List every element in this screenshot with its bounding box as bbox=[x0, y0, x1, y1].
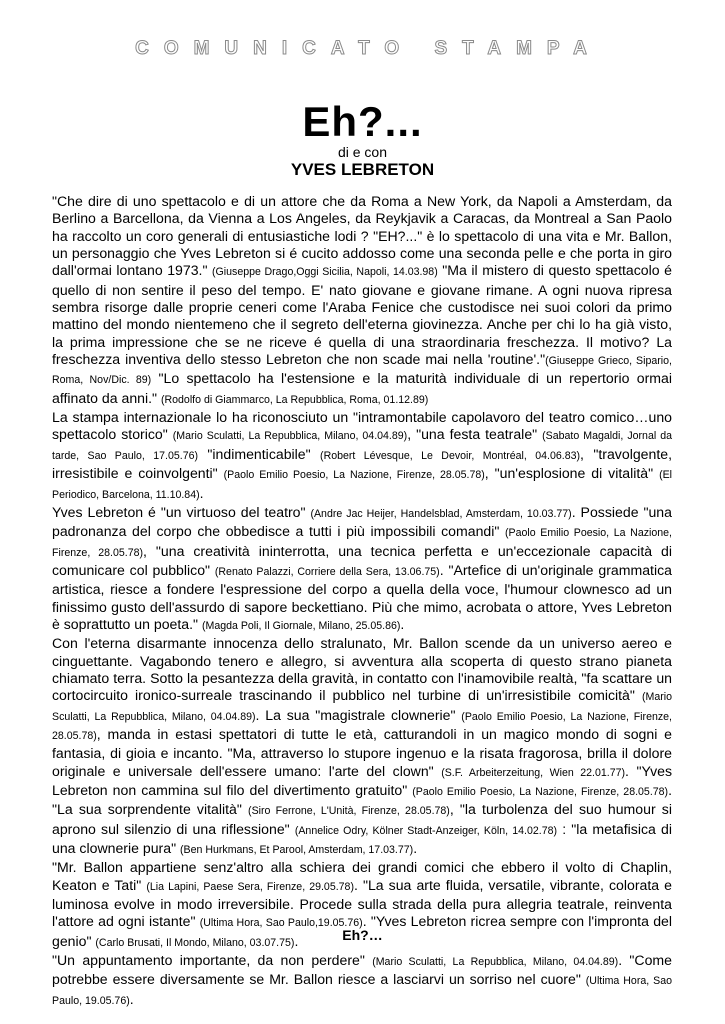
citation: (Paolo Emilio Poesio, La Nazione, Firenze, 28.05.78) bbox=[223, 469, 485, 482]
citation: (Rodolfo di Giammarco, La Repubblica, Roma, 01.12.89) bbox=[160, 393, 429, 406]
header-comunicato-stampa: COMUNICATO STAMPA bbox=[135, 38, 602, 59]
quote-text: La stampa internazionale lo ha riconosciuto un "intramontabile capolavoro del teatro comico…uno spettacolo storico" bbox=[52, 409, 672, 443]
quote-text: , manda in estasi spettatori di tutte le età, catturandoli in un magico mondo di sogni e fantasia, di gioia e incanto. "Ma, attraverso lo stupore ingenuo e la risata fragorosa, brilla il dolore originale e universale dell'essere umano: l'arte del clown" bbox=[52, 725, 672, 779]
quote-text: "Un appuntamento importante, da non perdere" bbox=[52, 952, 373, 969]
quote-text: , "una creatività ininterrotta, una tecnica perfetta e un'eccezionale capacità di comunicare col pubblico" bbox=[52, 542, 672, 578]
quote-text: . bbox=[199, 484, 204, 501]
citation: (Siro Ferrone, L'Unità, Firenze, 28.05.78) bbox=[248, 805, 450, 818]
quote-text: . "Yves Lebreton non cammina sul filo del divertimento gratuito" bbox=[52, 762, 673, 798]
quote-text: , "un'esplosione di vitalità" bbox=[484, 465, 660, 482]
quote-text: . "La sua arte fluida, versatile, vibrante, colorata e luminosa evolve in modo irreversibile. Procede sulla strada della pura allegria teatrale, reinventa l'attore ad ogni istante" bbox=[52, 876, 672, 930]
citation: (Lia Lapini, Paese Sera, Firenze, 29.05.78) bbox=[146, 880, 354, 893]
quote-text: "indimenticabile" bbox=[198, 445, 321, 462]
citation: (Andre Jac Heijer, Handelsblad, Amsterdam, 10.03.77) bbox=[310, 507, 572, 520]
citation: (El Periodico, Barcelona, 11.10.84) bbox=[52, 469, 673, 501]
paragraph bbox=[52, 193, 672, 409]
quote-text: "Che dire di uno spettacolo e di un attore che da Roma a New York, da Napoli a Amsterdam, da Berlino a Barcellona, da Vienna a Los Angeles, da Reykjavik a Caracas, da Montreal a San Paolo ha raccolto un coro generali di entusiastiche lodi ? "EH?..." è lo spettacolo di una vita e Mr. Ballon, un personaggio che Yves Lebreton si é cucito addosso come una seconda pelle e che porta in giro dall'ormai lontano 1973." bbox=[52, 193, 672, 279]
quote-text: "Lo spettacolo ha l'estensione e la maturità individuale di un repertorio ormai affinato da anni." bbox=[52, 370, 672, 406]
paragraph bbox=[52, 635, 672, 859]
citation: (Mario Sculatti, La Repubblica, Milano, 04.04.89) bbox=[52, 691, 672, 723]
citation: (Ben Hurkmans, Et Parool, Amsterdam, 17.03.77) bbox=[180, 844, 414, 857]
citation: (Sabato Magaldi, Jornal da tarde, Sao Paulo, 17.05.76) bbox=[52, 430, 672, 462]
citation: (Annelice Odry, Kölner Stadt-Anzeiger, Köln, 14.02.78) bbox=[294, 824, 558, 837]
citation: (Robert Lévesque, Le Devoir, Montréal, 04.06.83) bbox=[320, 449, 581, 462]
citation: (Renato Palazzi, Corriere della Sera, 13.06.75) bbox=[214, 565, 440, 578]
citation: (Ultima Hora, Sao Paulo,19.05.76) bbox=[199, 917, 363, 930]
citation: (Paolo Emilio Poesio, La Nazione, Firenze, 28.05.78) bbox=[412, 786, 669, 798]
quote-text: . "Yves Lebreton ricrea sempre con l'impronta del genio" bbox=[52, 913, 672, 949]
article-body bbox=[52, 193, 672, 1010]
quote-text: , "la turbolenza del suo humour si aprono sul silenzio di una riflessione" bbox=[52, 801, 672, 837]
paragraph bbox=[52, 952, 672, 1010]
citation: (Giuseppe Grieco, Sipario, Roma, Nov/Dic. 89) bbox=[52, 355, 672, 387]
author-name: YVES LEBRETON bbox=[290, 160, 435, 179]
quote-text: , "una festa teatrale" bbox=[407, 426, 543, 443]
citation: (Mario Sculatti, La Repubblica, Milano, 04.04.89) bbox=[372, 956, 619, 969]
paragraph bbox=[52, 504, 672, 635]
quote-text: "Ma il mistero di questo spettacolo é quello di non sentire il peso del tempo. E' nato giovane e giovane rimane. A ogni nuova ripresa sembra risorge dalle proprie ceneri come l'Araba Fenice che custodisce nei suoi colori da primo mattino del mondo nientemeno che il segreto dell'eterna giovinezza. Anche per chi lo ha già visto, la prima impressione che se ne riceve é quella di una straordinaria freschezza. Il motivo? La freschezza inventiva dello stesso Lebreton che non scade mai nella 'routine'." bbox=[52, 262, 672, 368]
quote-text: . bbox=[413, 840, 418, 857]
quote-text: Con l'eterna disarmante innocenza dello stralunato, Mr. Ballon scende da un universo aereo e cinguettante. Vagabondo tenero e allegro, si avventura alla scoperta di questo strano pianeta chiamato terra. Sotto la pesantezza della gravità, in contatto con l'inamovibile realtà, "fa scattare un cortocircuito ironico-surreale trascinando il pubblico nel turbine di un'irresistibile comicità" bbox=[52, 635, 672, 704]
quote-text: . La sua "magistrale clownerie" bbox=[255, 706, 462, 723]
citation: (Ultima Hora, Sao Paulo, 19.05.76) bbox=[52, 975, 672, 1007]
quote-text: . bbox=[400, 615, 405, 632]
citation: (Giuseppe Drago,Oggi Sicilia, Napoli, 14.03.98) bbox=[212, 266, 438, 279]
citation: (Paolo Emilio Poesio, La Nazione, Firenze, 28.05.78) bbox=[52, 710, 672, 742]
citation: (Paolo Emilio Poesio, La Nazione, Firenze, 28.05.78) bbox=[52, 527, 672, 559]
paragraph bbox=[52, 409, 672, 504]
citation: (Magda Poli, Il Giornale, Milano, 25.05.86) bbox=[201, 619, 401, 632]
citation: (Mario Sculatti, La Repubblica, Milano, 04.04.89) bbox=[172, 430, 408, 443]
quote-text: : "la metafisica di una clownerie pura" bbox=[52, 820, 672, 857]
citation: (Carlo Brusati, Il Mondo, Milano, 03.07.75) bbox=[95, 936, 295, 949]
quote-text: , "travolgente, irresistibile e coinvolgenti" bbox=[52, 445, 673, 482]
quote-text: Yves Lebreton é "un virtuoso del teatro" bbox=[52, 503, 311, 520]
citation: (S.F. Arbeiterzeitung, Wien 22.01.77) bbox=[441, 766, 626, 779]
quote-text: . bbox=[129, 990, 134, 1007]
quote-text: . bbox=[294, 932, 299, 949]
quote-text: . Possiede "una padronanza del corpo che obbedisce a tutti i più impossibili comandi" bbox=[52, 503, 672, 540]
quote-text: . "La sua sorprendente vitalità" bbox=[52, 782, 672, 818]
quote-text: . "Artefice di un'originale grammatica artistica, riesce a fondere l'espressione del corpo a quella della voce, l'humour clownesco ad un finissimo gusto dell'assurdo di sapore beckettiano. Più che mimo, acrobata o attore, Yves Lebreton è soprattutto un poeta." bbox=[52, 561, 672, 632]
closing-title: Eh?… bbox=[342, 927, 383, 943]
quote-text: . "Come potrebbe essere diversamente se Mr. Ballon riesce a lasciarvi un sorriso nel cuore" bbox=[52, 952, 672, 988]
show-title: Eh?... bbox=[302, 98, 423, 145]
quote-text: "Mr. Ballon appartiene senz'altro alla schiera dei grandi comici che ebbero il volto di Chaplin, Keaton e Tati" bbox=[52, 859, 672, 893]
subtitle: di e con bbox=[337, 144, 388, 160]
